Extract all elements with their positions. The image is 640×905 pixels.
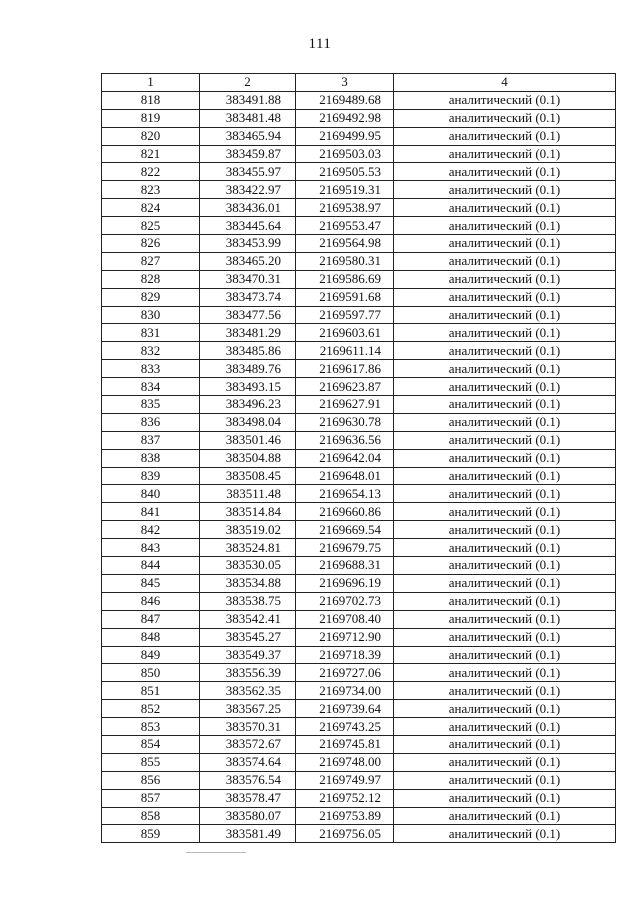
point-number-cell: 852 (102, 700, 200, 718)
y-coordinate-cell: 2169580.31 (296, 252, 394, 270)
header-cell-point-number: 1 (102, 74, 200, 92)
y-coordinate-cell: 2169748.00 (296, 753, 394, 771)
method-cell: аналитический (0.1) (394, 628, 616, 646)
table-row (102, 753, 616, 771)
point-number-cell: 836 (102, 413, 200, 431)
table-row (102, 718, 616, 736)
method-cell: аналитический (0.1) (394, 235, 616, 253)
table-header-row (102, 74, 616, 92)
table-row (102, 807, 616, 825)
point-number-cell: 859 (102, 825, 200, 843)
point-number-cell: 831 (102, 324, 200, 342)
table-row (102, 324, 616, 342)
point-number-cell: 824 (102, 199, 200, 217)
method-cell: аналитический (0.1) (394, 217, 616, 235)
point-number-cell: 832 (102, 342, 200, 360)
x-coordinate-cell: 383534.88 (200, 574, 296, 592)
point-number-cell: 839 (102, 467, 200, 485)
coordinates-table (101, 73, 616, 843)
point-number-cell: 853 (102, 718, 200, 736)
method-cell: аналитический (0.1) (394, 610, 616, 628)
x-coordinate-cell: 383481.48 (200, 109, 296, 127)
method-cell: аналитический (0.1) (394, 288, 616, 306)
x-coordinate-cell: 383493.15 (200, 378, 296, 396)
point-number-cell: 840 (102, 485, 200, 503)
y-coordinate-cell: 2169630.78 (296, 413, 394, 431)
table-row (102, 610, 616, 628)
x-coordinate-cell: 383508.45 (200, 467, 296, 485)
x-coordinate-cell: 383581.49 (200, 825, 296, 843)
x-coordinate-cell: 383519.02 (200, 521, 296, 539)
table-row (102, 199, 616, 217)
method-cell: аналитический (0.1) (394, 807, 616, 825)
x-coordinate-cell: 383578.47 (200, 789, 296, 807)
point-number-cell: 844 (102, 557, 200, 575)
table-row (102, 539, 616, 557)
x-coordinate-cell: 383459.87 (200, 145, 296, 163)
point-number-cell: 833 (102, 360, 200, 378)
method-cell: аналитический (0.1) (394, 664, 616, 682)
y-coordinate-cell: 2169727.06 (296, 664, 394, 682)
scan-artifact-line (186, 852, 246, 853)
point-number-cell: 830 (102, 306, 200, 324)
y-coordinate-cell: 2169617.86 (296, 360, 394, 378)
y-coordinate-cell: 2169538.97 (296, 199, 394, 217)
table-row (102, 91, 616, 109)
table-row (102, 735, 616, 753)
table-row (102, 503, 616, 521)
method-cell: аналитический (0.1) (394, 700, 616, 718)
method-cell: аналитический (0.1) (394, 789, 616, 807)
header-cell-y: 3 (296, 74, 394, 92)
point-number-cell: 850 (102, 664, 200, 682)
table-row (102, 592, 616, 610)
x-coordinate-cell: 383477.56 (200, 306, 296, 324)
method-cell: аналитический (0.1) (394, 127, 616, 145)
x-coordinate-cell: 383542.41 (200, 610, 296, 628)
x-coordinate-cell: 383422.97 (200, 181, 296, 199)
method-cell: аналитический (0.1) (394, 413, 616, 431)
table-row (102, 574, 616, 592)
table-row (102, 682, 616, 700)
table-row (102, 252, 616, 270)
y-coordinate-cell: 2169696.19 (296, 574, 394, 592)
x-coordinate-cell: 383556.39 (200, 664, 296, 682)
method-cell: аналитический (0.1) (394, 467, 616, 485)
y-coordinate-cell: 2169654.13 (296, 485, 394, 503)
x-coordinate-cell: 383504.88 (200, 449, 296, 467)
method-cell: аналитический (0.1) (394, 342, 616, 360)
method-cell: аналитический (0.1) (394, 574, 616, 592)
method-cell: аналитический (0.1) (394, 109, 616, 127)
x-coordinate-cell: 383514.84 (200, 503, 296, 521)
point-number-cell: 827 (102, 252, 200, 270)
method-cell: аналитический (0.1) (394, 91, 616, 109)
table-row (102, 413, 616, 431)
method-cell: аналитический (0.1) (394, 646, 616, 664)
method-cell: аналитический (0.1) (394, 378, 616, 396)
table-row (102, 127, 616, 145)
method-cell: аналитический (0.1) (394, 825, 616, 843)
point-number-cell: 837 (102, 431, 200, 449)
y-coordinate-cell: 2169688.31 (296, 557, 394, 575)
y-coordinate-cell: 2169745.81 (296, 735, 394, 753)
table-row (102, 485, 616, 503)
table-row (102, 467, 616, 485)
x-coordinate-cell: 383572.67 (200, 735, 296, 753)
x-coordinate-cell: 383570.31 (200, 718, 296, 736)
y-coordinate-cell: 2169679.75 (296, 539, 394, 557)
point-number-cell: 841 (102, 503, 200, 521)
method-cell: аналитический (0.1) (394, 557, 616, 575)
method-cell: аналитический (0.1) (394, 431, 616, 449)
x-coordinate-cell: 383580.07 (200, 807, 296, 825)
y-coordinate-cell: 2169611.14 (296, 342, 394, 360)
point-number-cell: 847 (102, 610, 200, 628)
point-number-cell: 821 (102, 145, 200, 163)
y-coordinate-cell: 2169636.56 (296, 431, 394, 449)
method-cell: аналитический (0.1) (394, 163, 616, 181)
y-coordinate-cell: 2169669.54 (296, 521, 394, 539)
x-coordinate-cell: 383470.31 (200, 270, 296, 288)
method-cell: аналитический (0.1) (394, 539, 616, 557)
table-row (102, 378, 616, 396)
point-number-cell: 857 (102, 789, 200, 807)
point-number-cell: 828 (102, 270, 200, 288)
method-cell: аналитический (0.1) (394, 521, 616, 539)
point-number-cell: 855 (102, 753, 200, 771)
table-row (102, 306, 616, 324)
method-cell: аналитический (0.1) (394, 360, 616, 378)
point-number-cell: 820 (102, 127, 200, 145)
method-cell: аналитический (0.1) (394, 145, 616, 163)
y-coordinate-cell: 2169603.61 (296, 324, 394, 342)
table-body (102, 91, 616, 842)
y-coordinate-cell: 2169756.05 (296, 825, 394, 843)
y-coordinate-cell: 2169597.77 (296, 306, 394, 324)
y-coordinate-cell: 2169489.68 (296, 91, 394, 109)
table-row (102, 700, 616, 718)
point-number-cell: 819 (102, 109, 200, 127)
x-coordinate-cell: 383530.05 (200, 557, 296, 575)
table-row (102, 825, 616, 843)
point-number-cell: 856 (102, 771, 200, 789)
x-coordinate-cell: 383465.94 (200, 127, 296, 145)
x-coordinate-cell: 383501.46 (200, 431, 296, 449)
method-cell: аналитический (0.1) (394, 199, 616, 217)
method-cell: аналитический (0.1) (394, 485, 616, 503)
x-coordinate-cell: 383473.74 (200, 288, 296, 306)
x-coordinate-cell: 383524.81 (200, 539, 296, 557)
y-coordinate-cell: 2169505.53 (296, 163, 394, 181)
x-coordinate-cell: 383445.64 (200, 217, 296, 235)
table-row (102, 771, 616, 789)
x-coordinate-cell: 383562.35 (200, 682, 296, 700)
point-number-cell: 838 (102, 449, 200, 467)
x-coordinate-cell: 383436.01 (200, 199, 296, 217)
y-coordinate-cell: 2169519.31 (296, 181, 394, 199)
x-coordinate-cell: 383481.29 (200, 324, 296, 342)
y-coordinate-cell: 2169564.98 (296, 235, 394, 253)
method-cell: аналитический (0.1) (394, 503, 616, 521)
method-cell: аналитический (0.1) (394, 324, 616, 342)
method-cell: аналитический (0.1) (394, 181, 616, 199)
table-row (102, 396, 616, 414)
x-coordinate-cell: 383485.86 (200, 342, 296, 360)
x-coordinate-cell: 383498.04 (200, 413, 296, 431)
table-row (102, 449, 616, 467)
x-coordinate-cell: 383574.64 (200, 753, 296, 771)
method-cell: аналитический (0.1) (394, 682, 616, 700)
point-number-cell: 851 (102, 682, 200, 700)
point-number-cell: 849 (102, 646, 200, 664)
x-coordinate-cell: 383496.23 (200, 396, 296, 414)
y-coordinate-cell: 2169718.39 (296, 646, 394, 664)
point-number-cell: 826 (102, 235, 200, 253)
y-coordinate-cell: 2169734.00 (296, 682, 394, 700)
y-coordinate-cell: 2169492.98 (296, 109, 394, 127)
table-row (102, 557, 616, 575)
table-row (102, 628, 616, 646)
point-number-cell: 818 (102, 91, 200, 109)
y-coordinate-cell: 2169642.04 (296, 449, 394, 467)
y-coordinate-cell: 2169660.86 (296, 503, 394, 521)
x-coordinate-cell: 383511.48 (200, 485, 296, 503)
table-row (102, 235, 616, 253)
table-row (102, 342, 616, 360)
y-coordinate-cell: 2169499.95 (296, 127, 394, 145)
method-cell: аналитический (0.1) (394, 252, 616, 270)
point-number-cell: 842 (102, 521, 200, 539)
y-coordinate-cell: 2169743.25 (296, 718, 394, 736)
x-coordinate-cell: 383567.25 (200, 700, 296, 718)
table-row (102, 288, 616, 306)
x-coordinate-cell: 383489.76 (200, 360, 296, 378)
point-number-cell: 845 (102, 574, 200, 592)
table-row (102, 163, 616, 181)
point-number-cell: 823 (102, 181, 200, 199)
table-row (102, 145, 616, 163)
method-cell: аналитический (0.1) (394, 396, 616, 414)
y-coordinate-cell: 2169712.90 (296, 628, 394, 646)
table-row (102, 270, 616, 288)
table-row (102, 109, 616, 127)
y-coordinate-cell: 2169648.01 (296, 467, 394, 485)
y-coordinate-cell: 2169752.12 (296, 789, 394, 807)
table-row (102, 521, 616, 539)
point-number-cell: 848 (102, 628, 200, 646)
method-cell: аналитический (0.1) (394, 771, 616, 789)
y-coordinate-cell: 2169749.97 (296, 771, 394, 789)
table-row (102, 789, 616, 807)
y-coordinate-cell: 2169627.91 (296, 396, 394, 414)
x-coordinate-cell: 383538.75 (200, 592, 296, 610)
y-coordinate-cell: 2169591.68 (296, 288, 394, 306)
point-number-cell: 858 (102, 807, 200, 825)
x-coordinate-cell: 383491.88 (200, 91, 296, 109)
method-cell: аналитический (0.1) (394, 449, 616, 467)
point-number-cell: 854 (102, 735, 200, 753)
x-coordinate-cell: 383453.99 (200, 235, 296, 253)
y-coordinate-cell: 2169503.03 (296, 145, 394, 163)
point-number-cell: 835 (102, 396, 200, 414)
y-coordinate-cell: 2169623.87 (296, 378, 394, 396)
point-number-cell: 829 (102, 288, 200, 306)
table-row (102, 181, 616, 199)
table-row (102, 431, 616, 449)
header-cell-method: 4 (394, 74, 616, 92)
y-coordinate-cell: 2169553.47 (296, 217, 394, 235)
x-coordinate-cell: 383455.97 (200, 163, 296, 181)
table-row (102, 217, 616, 235)
x-coordinate-cell: 383576.54 (200, 771, 296, 789)
y-coordinate-cell: 2169702.73 (296, 592, 394, 610)
method-cell: аналитический (0.1) (394, 270, 616, 288)
x-coordinate-cell: 383545.27 (200, 628, 296, 646)
y-coordinate-cell: 2169739.64 (296, 700, 394, 718)
method-cell: аналитический (0.1) (394, 753, 616, 771)
point-number-cell: 825 (102, 217, 200, 235)
point-number-cell: 846 (102, 592, 200, 610)
point-number-cell: 822 (102, 163, 200, 181)
method-cell: аналитический (0.1) (394, 735, 616, 753)
y-coordinate-cell: 2169753.89 (296, 807, 394, 825)
x-coordinate-cell: 383465.20 (200, 252, 296, 270)
table-row (102, 646, 616, 664)
method-cell: аналитический (0.1) (394, 592, 616, 610)
method-cell: аналитический (0.1) (394, 306, 616, 324)
method-cell: аналитический (0.1) (394, 718, 616, 736)
header-cell-x: 2 (200, 74, 296, 92)
y-coordinate-cell: 2169586.69 (296, 270, 394, 288)
x-coordinate-cell: 383549.37 (200, 646, 296, 664)
table-row (102, 664, 616, 682)
y-coordinate-cell: 2169708.40 (296, 610, 394, 628)
table-row (102, 360, 616, 378)
point-number-cell: 843 (102, 539, 200, 557)
point-number-cell: 834 (102, 378, 200, 396)
page-number: 111 (308, 36, 332, 52)
